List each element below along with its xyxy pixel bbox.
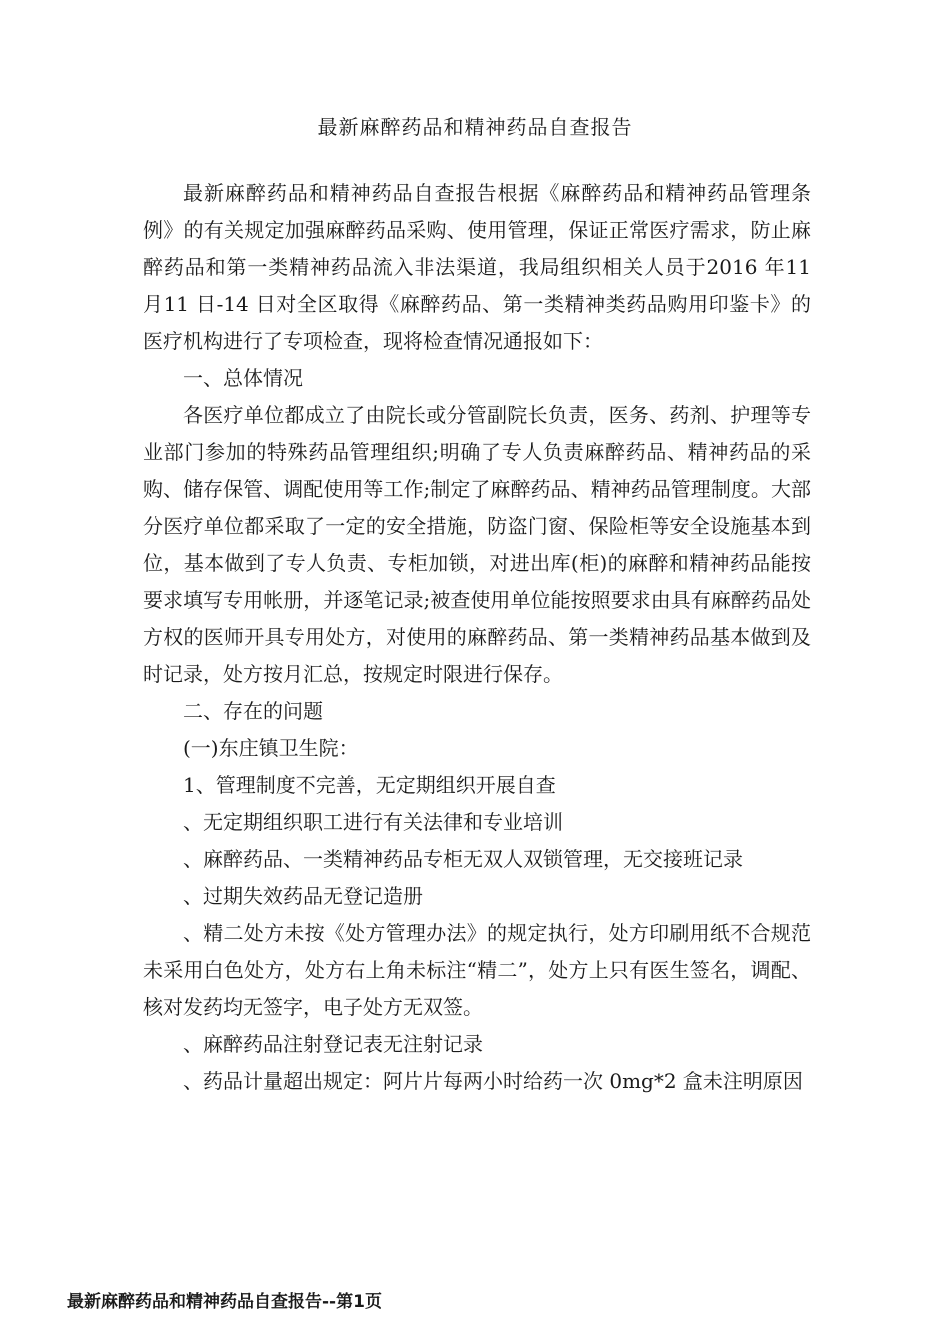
- list-item: 1、管理制度不完善，无定期组织开展自查: [183, 773, 556, 797]
- document-body: [143, 175, 811, 1100]
- page-footer: 最新麻醉药品和精神药品自查报告--第1页: [67, 1292, 382, 1312]
- heading-existing-problems: 二、存在的问题: [183, 699, 323, 723]
- list-item: 、麻醉药品注射登记表无注射记录: [183, 1032, 483, 1056]
- list-item: 、精二处方未按《处方管理办法》的规定执行，处方印刷用纸不合规范未采用白色处方，处方右上角未标注“精二”，处方上只有医生签名，调配、核对发药均无签字，电子处方无双签。: [143, 921, 811, 1019]
- document-title: 最新麻醉药品和精神药品自查报告: [317, 115, 633, 139]
- list-item: 、无定期组织职工进行有关法律和专业培训: [183, 810, 563, 834]
- list-item: 、药品计量超出规定：阿片片每两小时给药一次 0mg*2 盒未注明原因: [183, 1069, 803, 1093]
- heading-overall-situation: 一、总体情况: [183, 366, 303, 390]
- list-item: 、过期失效药品无登记造册: [183, 884, 423, 908]
- subheading-dongzhuang-hospital: (一)东庄镇卫生院：: [183, 736, 359, 760]
- paragraph-intro: 最新麻醉药品和精神药品自查报告根据《麻醉药品和精神药品管理条例》的有关规定加强麻醉药品采购、使用管理，保证正常医疗需求，防止麻醉药品和第一类精神药品流入非法渠道，我局组织相关人员于2016 年11 月11 日-14 日对全区取得《麻醉药品、第一类精神类药品购用印鉴卡》的医疗机构进行了专项检查，现将检查情况通报如下：: [143, 181, 811, 353]
- list-item: 、麻醉药品、一类精神药品专柜无双人双锁管理，无交接班记录: [183, 847, 743, 871]
- paragraph-overall-situation: 各医疗单位都成立了由院长或分管副院长负责，医务、药剂、护理等专业部门参加的特殊药品管理组织;明确了专人负责麻醉药品、精神药品的采购、储存保管、调配使用等工作;制定了麻醉药品、精神药品管理制度。大部分医疗单位都采取了一定的安全措施，防盗门窗、保险柜等安全设施基本到位，基本做到了专人负责、专柜加锁，对进出库(柜)的麻醉和精神药品能按要求填写专用帐册，并逐笔记录;被查使用单位能按照要求由具有麻醉药品处方权的医师开具专用处方，对使用的麻醉药品、第一类精神药品基本做到及时记录，处方按月汇总，按规定时限进行保存。: [143, 403, 811, 686]
